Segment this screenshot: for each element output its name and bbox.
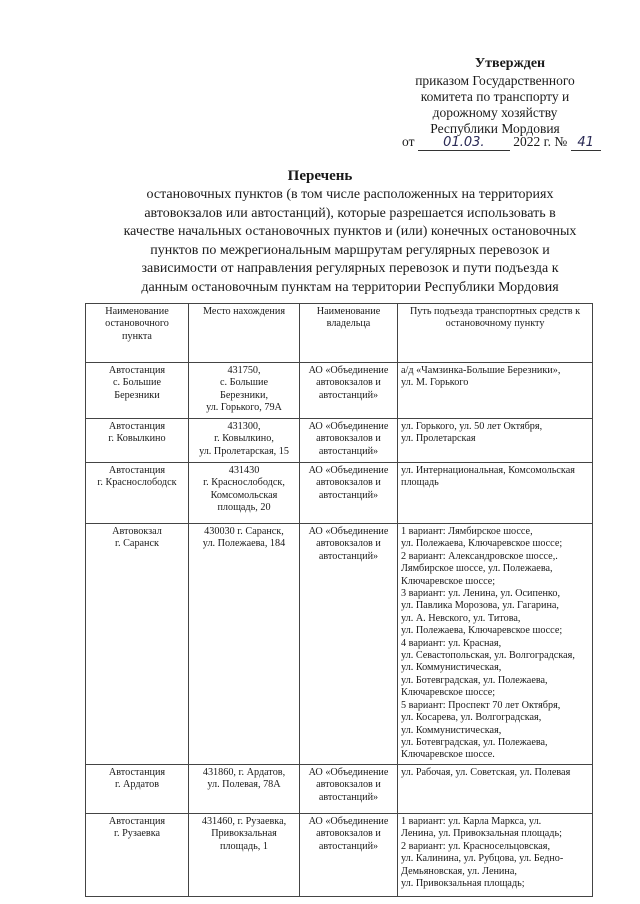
cell-line: площадь, 20 <box>217 502 271 514</box>
cell-line: Ленина, ул. Привокзальная площадь; <box>401 828 562 840</box>
cell-access-path <box>398 419 593 463</box>
cell-owner <box>300 419 398 463</box>
cell-owner <box>300 363 398 419</box>
cell-line: г. Ковылкино <box>108 433 166 445</box>
header-location: Место нахождения <box>189 304 300 363</box>
cell-line: ул. Коммунистическая, <box>401 662 502 674</box>
approval-block <box>380 56 610 137</box>
table-row <box>86 463 593 524</box>
cell-stop-name <box>86 419 189 463</box>
handwritten-date: 01.03. <box>418 135 510 151</box>
cell-owner <box>300 814 398 897</box>
cell-line: 431750, <box>227 365 261 376</box>
stops-table <box>85 303 593 897</box>
cell-line: ул. М. Горького <box>401 377 469 389</box>
cell-line: ул. Горького, ул. 50 лет Октября, <box>401 421 543 432</box>
cell-line: ул. Горького, 79А <box>206 402 282 414</box>
cell-line: Ключаревское шоссе; <box>401 575 496 587</box>
cell-line: Демьяновская, ул. Ленина, <box>401 865 517 877</box>
cell-line: Автостанция <box>108 816 166 827</box>
subtitle-line: остановочных пунктов (в том числе расположенных на территориях <box>146 187 554 202</box>
cell-line: ул. Полежаева, Ключаревское шоссе; <box>401 538 563 550</box>
cell-stop-name <box>86 363 189 419</box>
cell-line: площадь <box>401 477 439 489</box>
cell-owner <box>300 765 398 814</box>
cell-line: г. Рузаевка <box>113 828 161 840</box>
cell-line: АО «Объединение автовокзалов и автостанций» <box>308 365 389 401</box>
cell-access-path <box>398 363 593 419</box>
approval-date-line <box>402 134 601 151</box>
cell-line: Березники, <box>220 389 268 401</box>
cell-line: ул. Интернациональная, Комсомольская <box>401 465 575 476</box>
cell-line: ул. А. Невского, ул. Титова, <box>401 612 521 624</box>
cell-line: 431300, <box>227 421 261 432</box>
year-text: 2022 г. № <box>513 134 568 149</box>
cell-line: 431460, г. Рузаевка, <box>201 816 287 827</box>
cell-line: г. Саранск <box>115 538 159 550</box>
cell-location <box>189 363 300 419</box>
subtitle-line: данным остановочным пунктам на территории Республики Мордовия <box>141 279 559 295</box>
header-stop-name: Наименование остановочного пункта <box>86 304 189 363</box>
subtitle-line: пунктов по межрегиональным маршрутам регулярных перевозок и <box>150 242 550 258</box>
cell-line: 3 вариант: ул. Ленина, ул. Осипенко, <box>401 588 560 600</box>
cell-line: 431430 <box>228 465 260 476</box>
cell-line: АО «Объединение автовокзалов и автостанций» <box>308 767 389 803</box>
cell-line: 4 вариант: ул. Красная, <box>401 637 502 649</box>
cell-line: г. Ковылкино, <box>214 433 274 445</box>
cell-line: ул. Полежаева, Ключаревское шоссе; <box>401 625 563 637</box>
cell-line: Комсомольская <box>210 489 278 501</box>
cell-line: ул. Ботевградская, ул. Полежаева, <box>401 674 548 686</box>
document-title: Перечень <box>287 168 353 184</box>
cell-line: Автостанция <box>108 767 166 778</box>
header-access-path: Путь подъезда транспортных средств к остановочному пункту <box>398 304 593 363</box>
cell-line: 5 вариант: Проспект 70 лет Октября, <box>401 699 561 711</box>
table-row <box>86 814 593 897</box>
cell-line: Привокзальная <box>211 828 277 840</box>
approval-line: комитета по транспорту и <box>420 89 570 104</box>
cell-location <box>189 524 300 765</box>
table-row <box>86 524 593 765</box>
cell-stop-name <box>86 463 189 524</box>
handwritten-number: 41 <box>571 135 601 151</box>
cell-line: АО «Объединение автовокзалов и автостанций» <box>308 816 389 852</box>
cell-line: АО «Объединение автовокзалов и автостанций» <box>308 465 389 501</box>
cell-location <box>189 814 300 897</box>
cell-location <box>189 765 300 814</box>
cell-line: ул. Коммунистическая, <box>401 724 502 736</box>
cell-line: Березники <box>114 389 160 401</box>
cell-line: с. Большие <box>113 377 161 389</box>
cell-line: площадь, 1 <box>219 840 268 852</box>
cell-line: 1 вариант: Лямбирское шоссе, <box>401 526 533 537</box>
approval-line: дорожному хозяйству <box>432 105 558 120</box>
subtitle-line: автовокзалов или автостанций), которые разрешается использовать в <box>144 205 556 221</box>
cell-line: 2 вариант: ул. Красносельцовская, <box>401 840 551 852</box>
cell-line: Ключаревское шоссе. <box>401 749 495 761</box>
cell-access-path <box>398 765 593 814</box>
cell-stop-name <box>86 814 189 897</box>
cell-line: АО «Объединение автовокзалов и автостанций» <box>308 526 389 562</box>
cell-line: г. Краснослободск <box>97 477 177 489</box>
approval-heading: Утвержден <box>474 56 546 71</box>
cell-line: г. Ардатов <box>114 779 160 791</box>
table-header-row <box>86 304 593 363</box>
approval-line: Республики Мордовия <box>430 121 560 136</box>
cell-line: ул. Полежаева, 184 <box>202 538 286 550</box>
approval-line: приказом Государственного <box>415 73 575 88</box>
cell-line: ул. Рабочая, ул. Советская, ул. Полевая <box>401 767 571 778</box>
cell-line: ул. Павлика Морозова, ул. Гагарина, <box>401 600 559 612</box>
table-row <box>86 363 593 419</box>
cell-line: г. Краснослободск, <box>203 477 285 489</box>
cell-stop-name <box>86 765 189 814</box>
cell-stop-name <box>86 524 189 765</box>
document-subtitle <box>100 186 600 297</box>
cell-access-path <box>398 463 593 524</box>
cell-line: Автостанция <box>108 365 166 376</box>
cell-line: ул. Косарева, ул. Волгоградская, <box>401 712 542 724</box>
subtitle-line: зависимости от направления регулярных перевозок и пути подъезда к <box>141 261 559 276</box>
cell-owner <box>300 524 398 765</box>
header-owner: Наименование владельца <box>300 304 398 363</box>
cell-line: 1 вариант: ул. Карла Маркса, ул. <box>401 816 542 827</box>
subtitle-line: качестве начальных остановочных пунктов и (или) конечных остановочных <box>123 224 577 239</box>
date-prefix: от <box>402 134 415 149</box>
table-row <box>86 765 593 814</box>
cell-line: 431860, г. Ардатов, <box>202 767 286 778</box>
cell-line: ул. Полевая, 78А <box>207 779 281 791</box>
cell-line: а/д «Чамзинка-Большие Березники», <box>401 365 561 376</box>
cell-line: Лямбирское шоссе, ул. Полежаева, <box>401 563 553 575</box>
cell-line: ул. Калинина, ул. Рубцова, ул. Бедно- <box>401 853 564 865</box>
cell-line: ул. Ботевградская, ул. Полежаева, <box>401 736 548 748</box>
cell-line: 2 вариант: Александровское шоссе,. <box>401 550 558 562</box>
cell-owner <box>300 463 398 524</box>
cell-line: ул. Привокзальная площадь; <box>401 878 525 890</box>
cell-line: ул. Пролетарская, 15 <box>199 445 289 457</box>
cell-line: 430030 г. Саранск, <box>204 526 284 537</box>
table-row <box>86 419 593 463</box>
table-body <box>86 363 593 897</box>
cell-location <box>189 419 300 463</box>
cell-line: Ключаревское шоссе; <box>401 687 496 699</box>
cell-access-path <box>398 814 593 897</box>
cell-line: Автостанция <box>108 465 166 476</box>
cell-line: АО «Объединение автовокзалов и автостанций» <box>308 421 389 457</box>
cell-line: ул. Пролетарская <box>401 433 476 445</box>
cell-line: Автостанция <box>108 421 166 432</box>
cell-line: ул. Севастопольская, ул. Волгоградская, <box>401 650 575 662</box>
cell-location <box>189 463 300 524</box>
cell-line: с. Большие <box>220 377 268 389</box>
cell-access-path <box>398 524 593 765</box>
cell-line: Автовокзал <box>112 526 162 537</box>
